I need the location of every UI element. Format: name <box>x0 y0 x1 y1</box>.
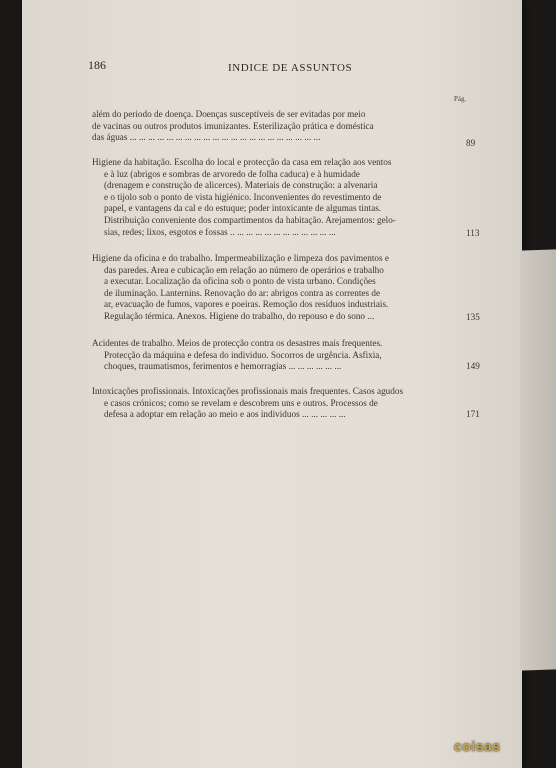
entry-line: Intoxicações profissionais. Intoxicações profissionais mais frequentes. Casos agudos <box>92 386 404 396</box>
entry-page-ref: 89 <box>466 138 476 148</box>
entry-line: das paredes. Area e cubicação em relação ao número de operários e trabalho <box>104 264 384 275</box>
entry-line: Distribuição conveniente dos compartimentos da habitação. Arejamentos: gelo- <box>104 214 396 225</box>
entry-line: defesa a adoptar em relação ao meio e aos individuos ... ... ... ... ... <box>104 409 346 420</box>
entry-line: e casos crónicos; como se revelam e descobrem uns e outros. Processos de <box>104 397 378 408</box>
entry-line: (drenagem e construção de alicerces). Materiais de construção: a alvenaria <box>104 180 378 191</box>
index-entry <box>92 253 462 323</box>
running-header: INDICE DE ASSUNTOS <box>228 62 353 74</box>
watermark-logo: coisas <box>454 738 501 754</box>
index-entry <box>92 109 462 144</box>
entry-line: das águas ... ... ... ... ... ... ... ... ... ... ... ... ... ... ... ... ... ... ... ... ... <box>92 132 321 143</box>
adjacent-page-edge <box>520 249 556 670</box>
index-entry <box>92 386 462 421</box>
entry-line: e à luz (abrigos e sombras de arvoredo de folha caduca) e à humidade <box>104 168 360 179</box>
entry-line: a executar. Localização da oficina sob o ponto de vista urbano. Condições <box>104 276 376 287</box>
entry-page-ref: 149 <box>466 361 480 371</box>
entry-line: Regulação térmica. Anexos. Higiene do trabalho, do repouso e do sono ... <box>104 310 375 321</box>
pag-column-label: Pág. <box>454 95 467 103</box>
entry-page-ref: 113 <box>466 228 480 238</box>
page-number: 186 <box>88 58 106 72</box>
entry-line: de iluminação. Lanternins. Renovação do ar: abrigos contra as correntes de <box>104 287 381 298</box>
entry-line: choques, traumatismos, ferimentos e hemorragias ... ... ... ... ... ... <box>104 361 342 372</box>
index-entry <box>92 338 462 373</box>
entry-line: Protecção da máquina e defesa do individuo. Socorros de urgência. Asfixia, <box>104 349 382 360</box>
entry-line: ar, evacuação de fumos, vapores e poeiras. Remoção dos resíduos industriais. <box>104 299 389 310</box>
entry-line: além do periodo de doença. Doenças susceptíveis de ser evitadas por meio <box>92 109 366 119</box>
entry-page-ref: 171 <box>466 409 480 419</box>
entry-line: sias, redes; lixos, esgotos e fossas .. ... ... ... ... ... ... ... ... ... ... ... <box>104 226 336 237</box>
entry-line: papel, e vantagens da cal e do estuque; poder intoxicante de algumas tintas. <box>104 203 382 214</box>
entry-page-ref: 135 <box>466 312 480 322</box>
entry-line: Acidentes de trabalho. Meios de protecção contra os desastres mais frequentes. <box>92 338 383 348</box>
entry-line: Higiene da habitação. Escolha do local e protecção da casa em relação aos ventos <box>92 157 392 167</box>
index-entry <box>92 157 462 238</box>
entry-line: e o tijolo sob o ponto de vista higiénico. Inconvenientes do revestimento de <box>104 191 382 202</box>
entry-line: Higiene da oficina e do trabalho. Impermeabilização e limpeza dos pavimentos e <box>92 253 389 263</box>
entry-line: de vacinas ou outros produtos imunizantes. Esterilização prática e doméstica <box>92 120 374 131</box>
